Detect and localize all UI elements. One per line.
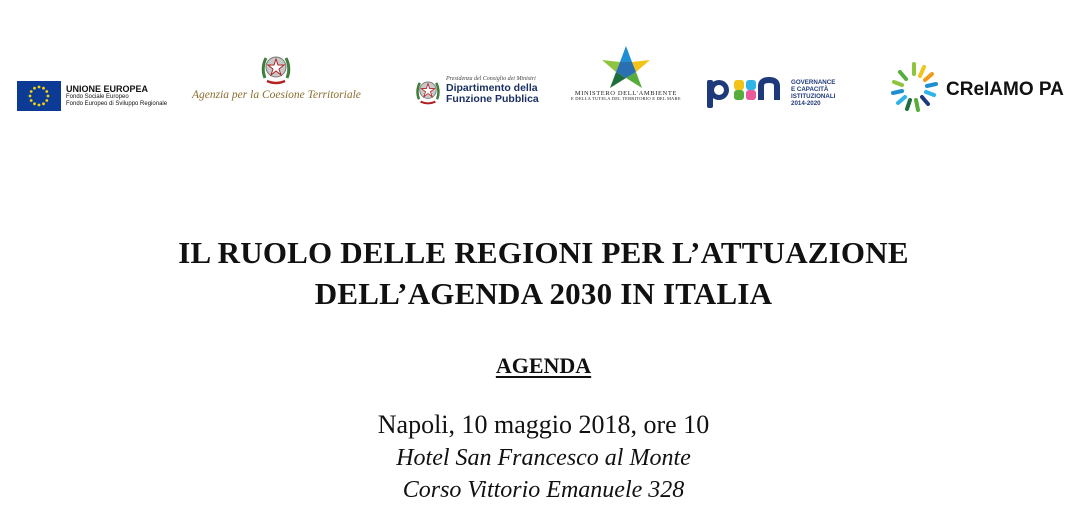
ministero-ambiente-logo (571, 44, 681, 102)
ministero-star-icon (598, 44, 654, 90)
ministero-line-2: E DELLA TUTELA DEL TERRITORIO E DEL MARE (571, 96, 681, 102)
presidenza-line: Presidenza del Consiglio dei Ministri (446, 76, 536, 83)
eu-stars-icon (17, 81, 61, 111)
italian-emblem-small-icon (414, 76, 442, 106)
eu-flag-icon (17, 81, 61, 111)
agenda-heading: AGENDA (495, 353, 592, 378)
eu-title: UNIONE EUROPEA (66, 83, 149, 94)
creiamo-sunburst-icon (890, 62, 938, 118)
pon-logo (705, 76, 835, 110)
eu-logo-text (66, 84, 167, 108)
event-date: Napoli, 10 maggio 2018, ore 10 (377, 410, 710, 439)
event-address: Corso Vittorio Emanuele 328 (402, 477, 685, 503)
ministero-text (571, 90, 681, 102)
logo-bar (0, 40, 1087, 120)
document-title (0, 232, 1087, 314)
title-line-2: DELL’AGENDA 2030 IN ITALIA (314, 276, 773, 311)
pon-line-3: ISTITUZIONALI (791, 93, 836, 100)
pon-text (791, 79, 835, 108)
creiamo-pa-text: CReIAMO PA (946, 79, 1064, 100)
agenzia-text: Agenzia per la Coesione Territoriale (192, 89, 361, 101)
ministero-line-1: MINISTERO DELL'AMBIENTE (574, 90, 677, 97)
creiamo-pa-logo (890, 62, 1064, 118)
eu-fund-2: Fondo Europeo di Sviluppo Regionale (66, 101, 168, 108)
pon-line-4: 2014-2020 (791, 100, 821, 108)
pon-line-1: GOVERNANCE (791, 78, 836, 86)
funzione-pubblica-line: Funzione Pubblica (446, 93, 539, 106)
title-line-1: IL RUOLO DELLE REGIONI PER L’ATTUAZIONE (178, 235, 909, 270)
pon-wordmark-icon (705, 76, 785, 110)
eu-fund-1: Fondo Sociale Europeo (66, 94, 129, 101)
agenzia-coesione-logo (192, 50, 361, 101)
funzione-pubblica-text (446, 76, 539, 106)
funzione-pubblica-logo (414, 76, 539, 106)
italian-emblem-icon (259, 50, 293, 86)
pon-line-2: E CAPACITÀ (791, 85, 829, 93)
event-venue: Hotel San Francesco al Monte (396, 445, 691, 471)
eu-logo (17, 81, 167, 111)
dipartimento-line: Dipartimento della (446, 81, 538, 94)
